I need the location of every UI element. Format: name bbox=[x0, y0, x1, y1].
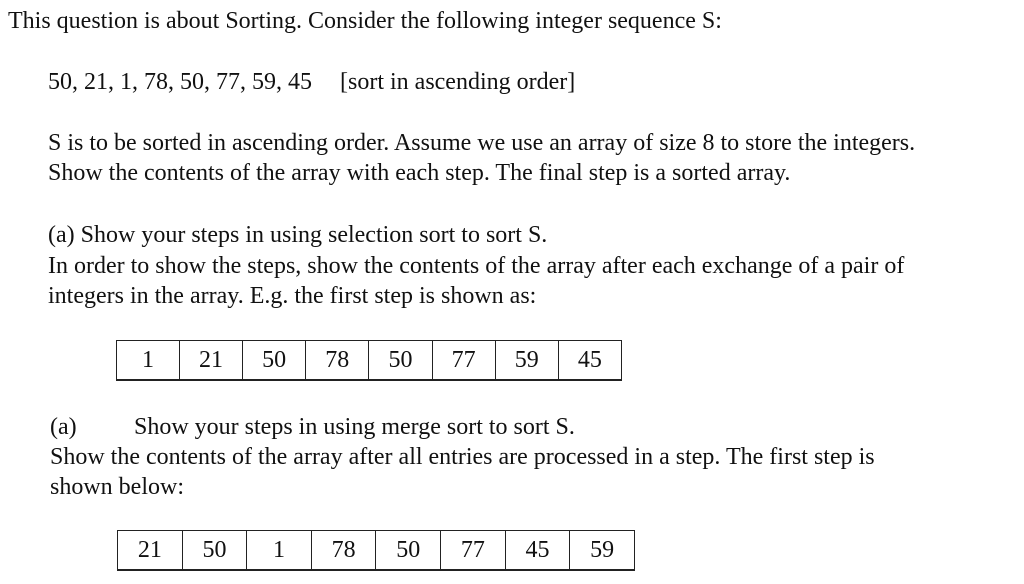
array-cell: 45 bbox=[505, 531, 570, 571]
instructions-line-1: S is to be sorted in ascending order. Assume we use an array of size 8 to store the integers. bbox=[48, 130, 916, 156]
array-cell: 50 bbox=[182, 531, 247, 571]
part-a-line-1: In order to show the steps, show the contents of the array after each exchange of a pair of bbox=[48, 253, 905, 279]
intro-text: This question is about Sorting. Consider the following integer sequence S: bbox=[8, 8, 722, 34]
array-cell: 45 bbox=[558, 341, 621, 381]
array-cell: 59 bbox=[495, 341, 558, 381]
array-row bbox=[117, 341, 622, 381]
array-cell: 78 bbox=[306, 341, 369, 381]
array-cell: 77 bbox=[432, 341, 495, 381]
part-a-line-2: integers in the array. E.g. the first step is shown as: bbox=[48, 283, 537, 309]
array-cell: 78 bbox=[311, 531, 376, 571]
instructions-line-2: Show the contents of the array with each step. The final step is a sorted array. bbox=[48, 160, 791, 186]
array-cell: 21 bbox=[118, 531, 183, 571]
part-b-label: (a) bbox=[50, 414, 77, 440]
part-b-heading bbox=[50, 412, 575, 442]
array-cell: 50 bbox=[376, 531, 441, 571]
selection-sort-example-array bbox=[116, 340, 622, 381]
part-b-line-2: shown below: bbox=[50, 474, 184, 500]
array-cell: 21 bbox=[179, 341, 242, 381]
array-row bbox=[118, 531, 635, 571]
part-a-title: Show your steps in using selection sort to sort S. bbox=[80, 222, 548, 248]
sequence-values: 50, 21, 1, 78, 50, 77, 59, 45 bbox=[48, 69, 312, 95]
sequence-line bbox=[48, 67, 575, 97]
part-a-label: (a) bbox=[48, 222, 75, 248]
part-b-line-1: Show the contents of the array after all entries are processed in a step. The first step is bbox=[50, 444, 875, 470]
part-b-title: Show your steps in using merge sort to sort S. bbox=[134, 414, 575, 440]
array-cell: 1 bbox=[117, 341, 180, 381]
array-cell: 50 bbox=[243, 341, 306, 381]
array-cell: 77 bbox=[441, 531, 506, 571]
array-cell: 1 bbox=[247, 531, 312, 571]
array-cell: 50 bbox=[369, 341, 432, 381]
array-cell: 59 bbox=[570, 531, 635, 571]
sequence-note: [sort in ascending order] bbox=[340, 69, 576, 95]
merge-sort-example-array bbox=[117, 530, 635, 571]
part-a-heading bbox=[48, 220, 547, 250]
